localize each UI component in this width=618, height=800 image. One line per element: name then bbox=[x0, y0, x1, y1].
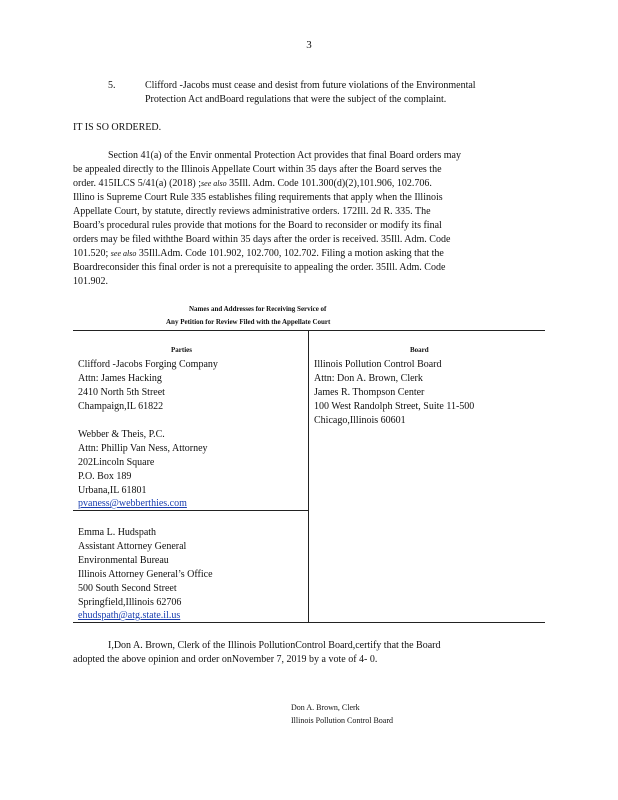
board-line-5: Chicago,Illinois 60601 bbox=[314, 415, 406, 426]
party2-line-4: P.O. Box 189 bbox=[78, 471, 132, 482]
see-also-italic: see also bbox=[110, 249, 137, 258]
citation-rest: 35Ill. Adm. Code 101.300(d)(2),101.906, 102.706. bbox=[226, 178, 432, 189]
board-line-4: 100 West Randolph Street, Suite 11-500 bbox=[314, 401, 475, 412]
citation: order. 415ILCS 5/41(a) (2018) ; bbox=[73, 178, 202, 189]
section41-line-8 bbox=[73, 247, 444, 261]
party2-line-2: Attn: Phillip Van Ness, Attorney bbox=[78, 443, 208, 454]
page-number: 3 bbox=[306, 39, 312, 51]
certification-line-2: adopted the above opinion and order onNovember 7, 2019 by a vote of 4- 0. bbox=[73, 654, 378, 665]
parties-label: Parties bbox=[171, 346, 192, 354]
section41-line-1: Section 41(a) of the Envir onmental Protection Act provides that final Board orders may bbox=[108, 150, 461, 161]
signature-title: Illinois Pollution Control Board bbox=[291, 716, 394, 725]
item-number: 5. bbox=[108, 80, 116, 91]
table-top-rule bbox=[73, 330, 545, 331]
party2-email-link[interactable]: pvaness@webberthies.com bbox=[78, 498, 187, 509]
party3-line-3: Environmental Bureau bbox=[78, 555, 169, 566]
board-line-2: Attn: Don A. Brown, Clerk bbox=[314, 373, 423, 384]
item5-line-2: Protection Act andBoard regulations that were the subject of the complaint. bbox=[145, 94, 447, 105]
section41-line-3 bbox=[73, 177, 432, 191]
signature-name: Don A. Brown, Clerk bbox=[291, 703, 360, 712]
party1-line-1: Clifford -Jacobs Forging Company bbox=[78, 359, 218, 370]
party3-line-6: Springfield,Illinois 62706 bbox=[78, 597, 182, 608]
party2-line-3: 202Lincoln Square bbox=[78, 457, 155, 468]
board-line-1: Illinois Pollution Control Board bbox=[314, 359, 442, 370]
see-also-italic: see also bbox=[201, 179, 227, 188]
party3-line-1: Emma L. Hudspath bbox=[78, 527, 157, 538]
party3-line-5: 500 South Second Street bbox=[78, 583, 177, 594]
section41-line-4: Illino is Supreme Court Rule 335 establishes filing requirements that apply when the Illinois bbox=[73, 192, 443, 203]
board-line-3: James R. Thompson Center bbox=[314, 387, 425, 398]
section41-line-7: orders may be filed withthe Board within 35 days after the order is received. 35Ill. Adm. Code bbox=[73, 234, 451, 245]
party3-email-link[interactable]: ehudspath@atg.state.il.us bbox=[78, 610, 181, 621]
party1-line-3: 2410 North 5th Street bbox=[78, 387, 165, 398]
table-header-line-1: Names and Addresses for Receiving Service of bbox=[189, 305, 327, 313]
section41-line-5: Appellate Court, by statute, directly reviews administrative orders. 172Ill. 2d R. 335. The bbox=[73, 206, 431, 217]
table-column-divider bbox=[308, 330, 309, 622]
party3-line-4: Illinois Attorney General’s Office bbox=[78, 569, 213, 580]
item5-line-1: Clifford -Jacobs must cease and desist from future violations of the Environmental bbox=[145, 80, 476, 91]
party1-line-2: Attn: James Hacking bbox=[78, 373, 162, 384]
board-label: Board bbox=[410, 346, 429, 354]
section41-line-2: be appealed directly to the Illinois Appellate Court within 35 days after the Board serves the bbox=[73, 164, 442, 175]
citation-rest: 35Ill.Adm. Code 101.902, 102.700, 102.702. Filing a motion asking that the bbox=[136, 248, 444, 259]
party2-line-5: Urbana,IL 61801 bbox=[78, 485, 147, 496]
party2-line-1: Webber & Theis, P.C. bbox=[78, 429, 165, 440]
section41-line-9: Boardreconsider this final order is not a prerequisite to appealing the order. 35Ill. Adm. Code bbox=[73, 262, 446, 273]
so-ordered: IT IS SO ORDERED. bbox=[73, 122, 162, 133]
party1-line-4: Champaign,IL 61822 bbox=[78, 401, 164, 412]
table-header-line-2: Any Petition for Review Filed with the Appellate Court bbox=[166, 318, 331, 326]
citation: 101.520; bbox=[73, 248, 109, 259]
section41-line-10: 101.902. bbox=[73, 276, 108, 287]
certification-line-1: I,Don A. Brown, Clerk of the Illinois PollutionControl Board,certify that the Board bbox=[108, 640, 441, 651]
party3-line-2: Assistant Attorney General bbox=[78, 541, 187, 552]
section41-line-6: Board’s procedural rules provide that motions for the Board to reconsider or modify its final bbox=[73, 220, 442, 231]
